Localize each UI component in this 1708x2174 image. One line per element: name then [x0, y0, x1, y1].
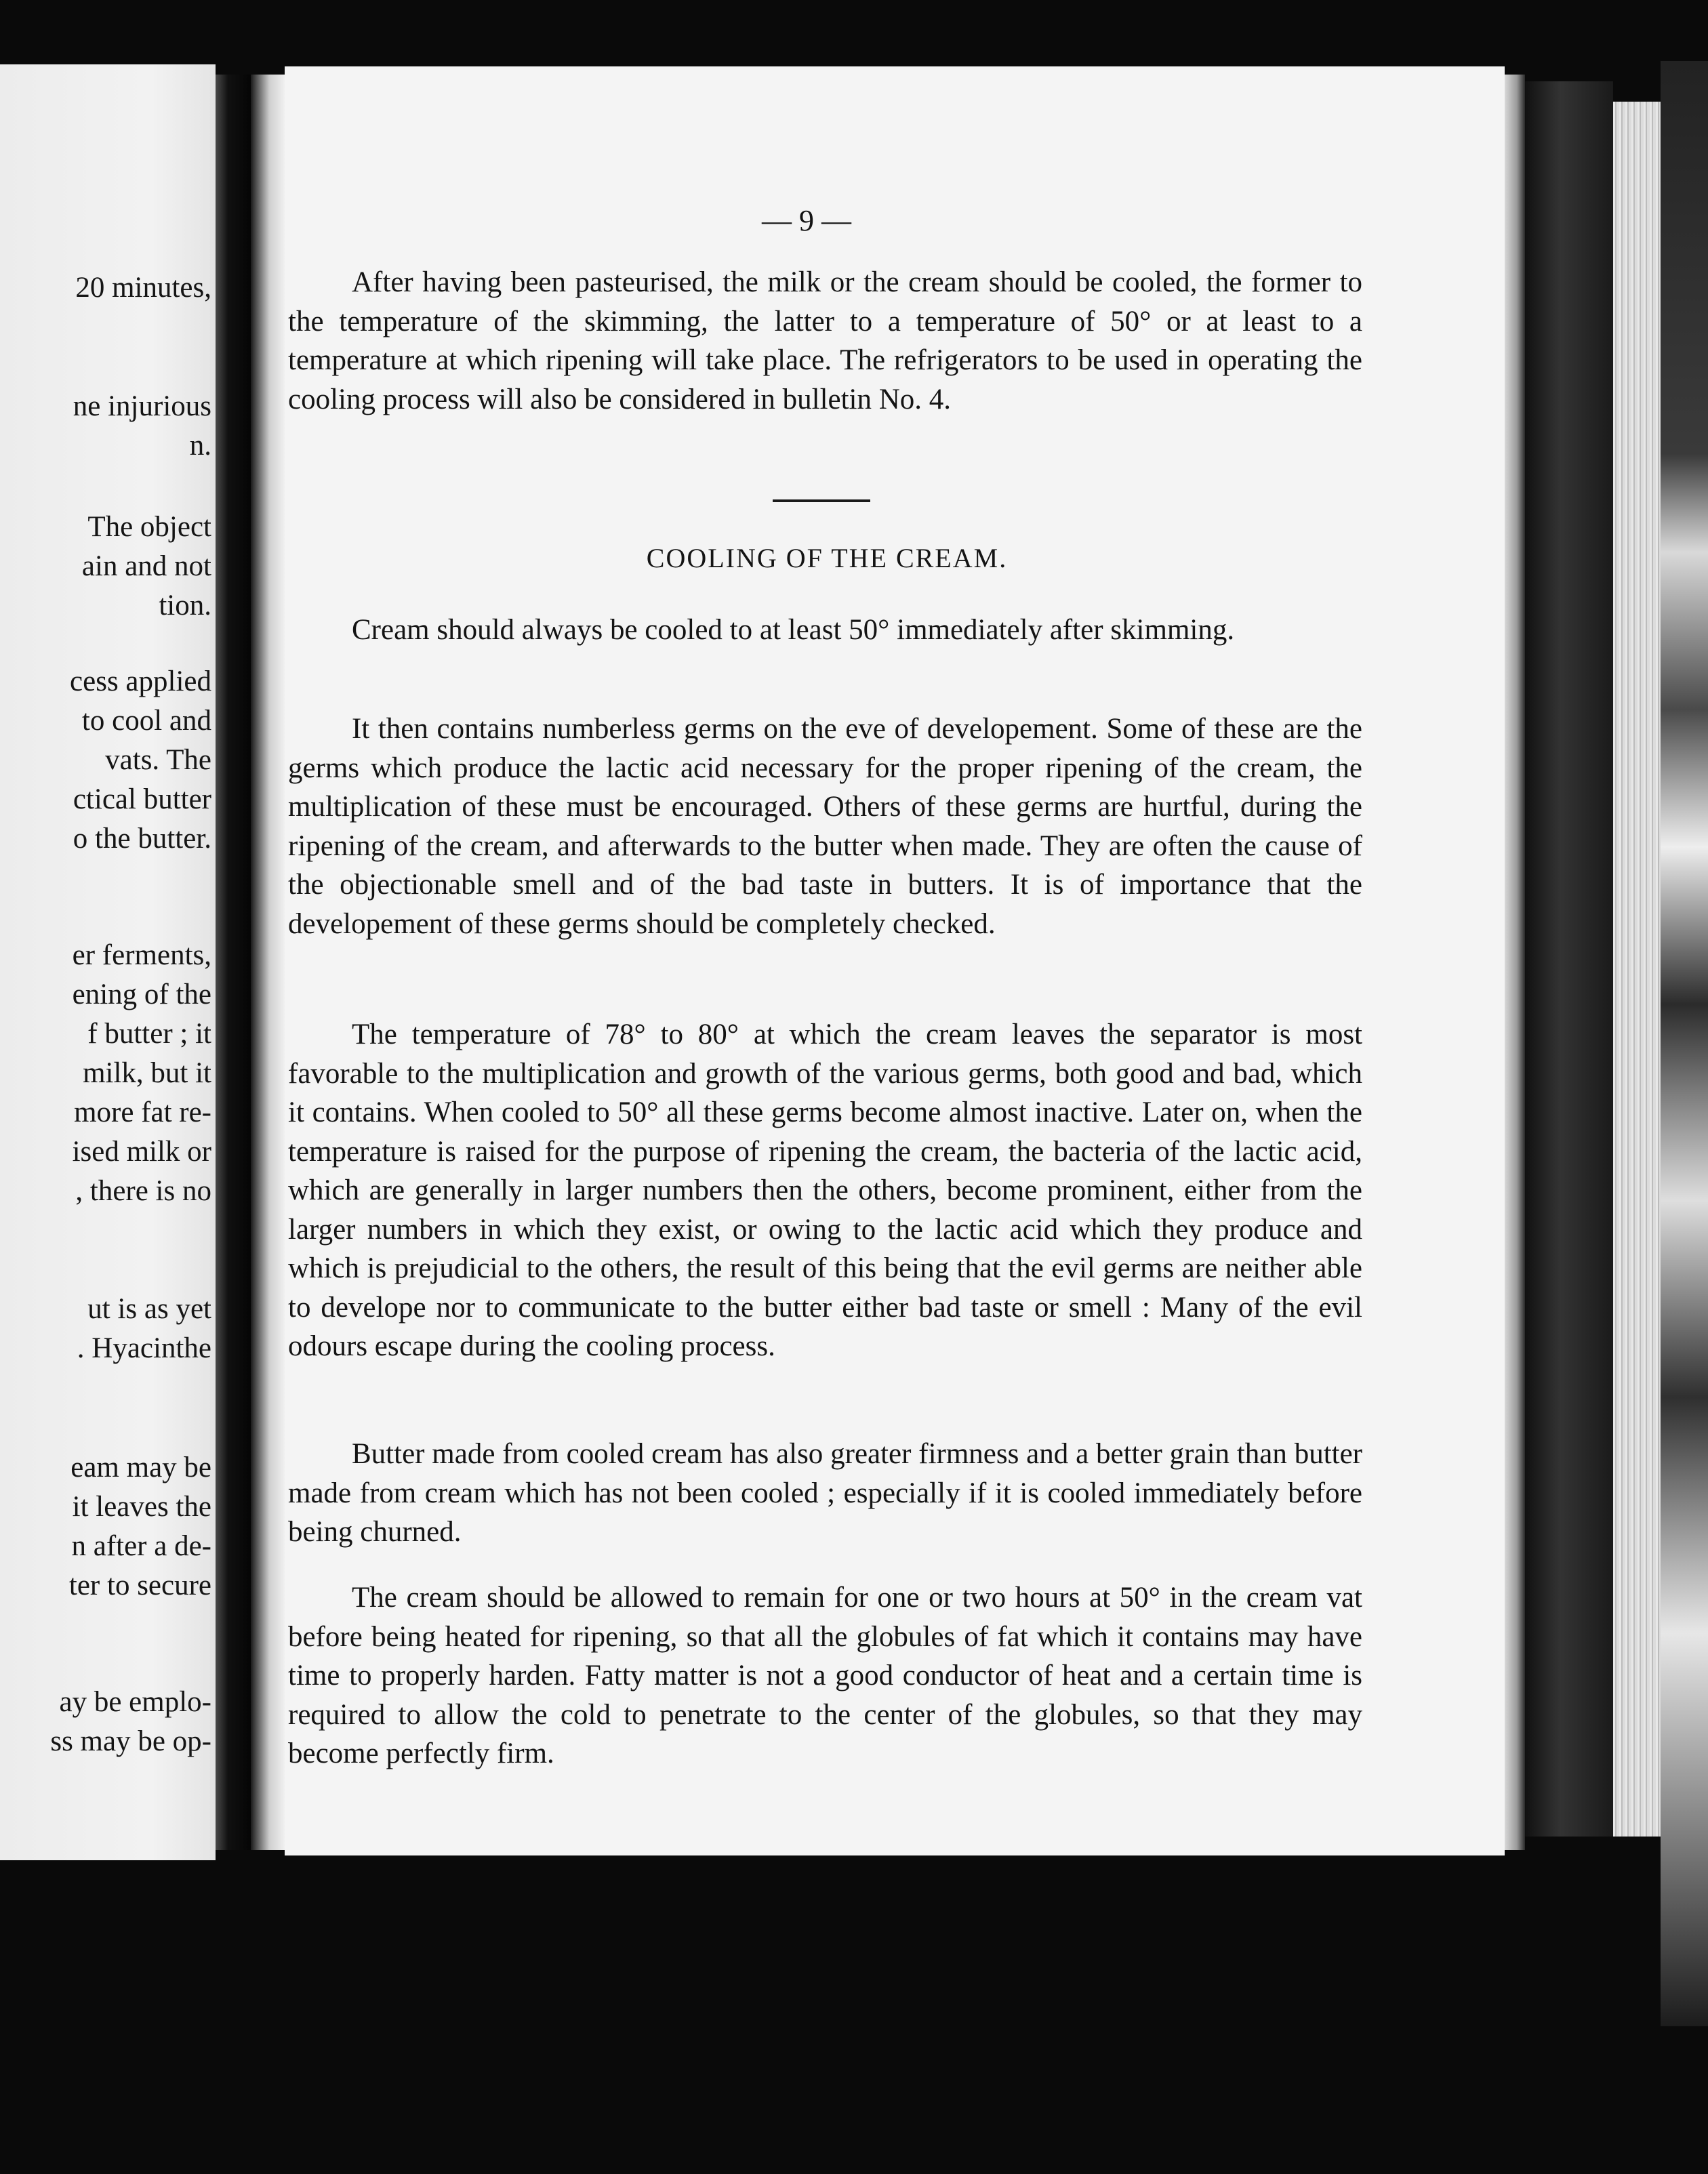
- left-page-line: ay be emplo-: [59, 1686, 211, 1718]
- left-page-line: ut is as yet: [87, 1293, 211, 1325]
- left-page-line: it leaves the: [72, 1491, 211, 1523]
- body-paragraph: Butter made from cooled cream has also greater firmness and a better grain than butter made from cream which has not been cooled ; especially if it is cooled immediately before being churned.: [288, 1438, 1362, 1548]
- book-gutter-shadow: [216, 75, 251, 1850]
- left-page-line: eam may be: [70, 1452, 211, 1483]
- page-edge: [1505, 75, 1525, 1850]
- left-page-line: ain and not: [81, 550, 211, 582]
- body-paragraph: Cream should always be cooled to at least 50° immediately after skimming.: [352, 614, 1235, 646]
- left-page-line: er ferments,: [72, 939, 211, 971]
- left-page-line: tion.: [159, 590, 211, 621]
- section-divider-rule: [773, 499, 870, 502]
- left-page-line: milk, but it: [83, 1057, 211, 1089]
- left-page-line: ised milk or: [72, 1136, 211, 1168]
- body-paragraph: The cream should be allowed to remain for one or two hours at 50° in the cream vat before being heated for ripening, so that all the globules of fat which it contains may have time to properly harden. Fatty matter is not a good conductor of heat and a certain time is required to allow the cold to penetrate to the center of the globules, so that they may become perfectly firm.: [288, 1582, 1362, 1769]
- left-page-line: , there is no: [75, 1175, 211, 1207]
- page-number: — 9 —: [762, 204, 851, 237]
- body-paragraph: It then contains numberless germs on the eve of developement. Some of these are the germs which produce the lactic acid necessary for the proper ripening of the cream, the multiplication of these must be encouraged. Others of these germs are hurtful, during the ripening of the cream, and afterwards to the butter when made. They are often the cause of the objectionable smell and of the bad taste in butters. It is of importance that the developement of these germs should be completely checked.: [288, 713, 1362, 940]
- left-page-line: ctical butter: [73, 783, 211, 815]
- left-page-line: f butter ; it: [87, 1018, 211, 1050]
- stacked-page-edges: [1613, 102, 1661, 1837]
- book-binding-shadow: [1525, 81, 1613, 1837]
- left-page-line: ter to secure: [68, 1570, 211, 1601]
- intro-paragraph: After having been pasteurised, the milk or the cream should be cooled, the former to the temperature of the skimming, the latter to a temperature of 50° or at least to a temperature at which ripening will take place. The refrigerators to be used in operating the cooling process will also be considered in bulletin No. 4.: [288, 266, 1362, 415]
- left-page-line: ne injurious: [73, 390, 211, 422]
- left-page-line: vats. The: [105, 744, 211, 776]
- left-page-line: ening of the: [72, 979, 211, 1010]
- left-facing-page: [0, 64, 216, 1860]
- left-page-line: The object: [87, 511, 211, 543]
- left-page-line: more fat re-: [74, 1096, 211, 1128]
- body-paragraph: The temperature of 78° to 80° at which the cream leaves the separator is most favorable to the multiplication and growth of the various germs, both good and bad, which it contains. When cooled to 50° all these germs become almost inactive. Later on, when the temperature is raised for the purpose of ripening the cream, the bacteria of the lactic acid, which are generally in larger numbers then the others, become prominent, either from the larger numbers in which they exist, or owing to the lactic acid which they produce and which is prejudicial to the others, the result of this being that the evil germs are neither able to develope nor to communicate to the butter either bad taste or smell : Many of the evil odours escape during the cooling process.: [288, 1019, 1362, 1362]
- scan-background-strip: [1661, 61, 1708, 2026]
- book-gutter-fold: [251, 75, 285, 1850]
- left-page-line: ss may be op-: [50, 1725, 211, 1757]
- left-page-line: n after a de-: [71, 1530, 211, 1562]
- left-page-line: o the butter.: [73, 823, 211, 855]
- left-page-line: . Hyacinthe: [77, 1332, 211, 1364]
- section-heading: COOLING OF THE CREAM.: [646, 543, 1008, 573]
- left-page-line: to cool and: [81, 705, 211, 737]
- left-page-line: cess applied: [70, 665, 211, 697]
- left-page-line: n.: [189, 430, 211, 462]
- left-page-line: 20 minutes,: [75, 272, 211, 304]
